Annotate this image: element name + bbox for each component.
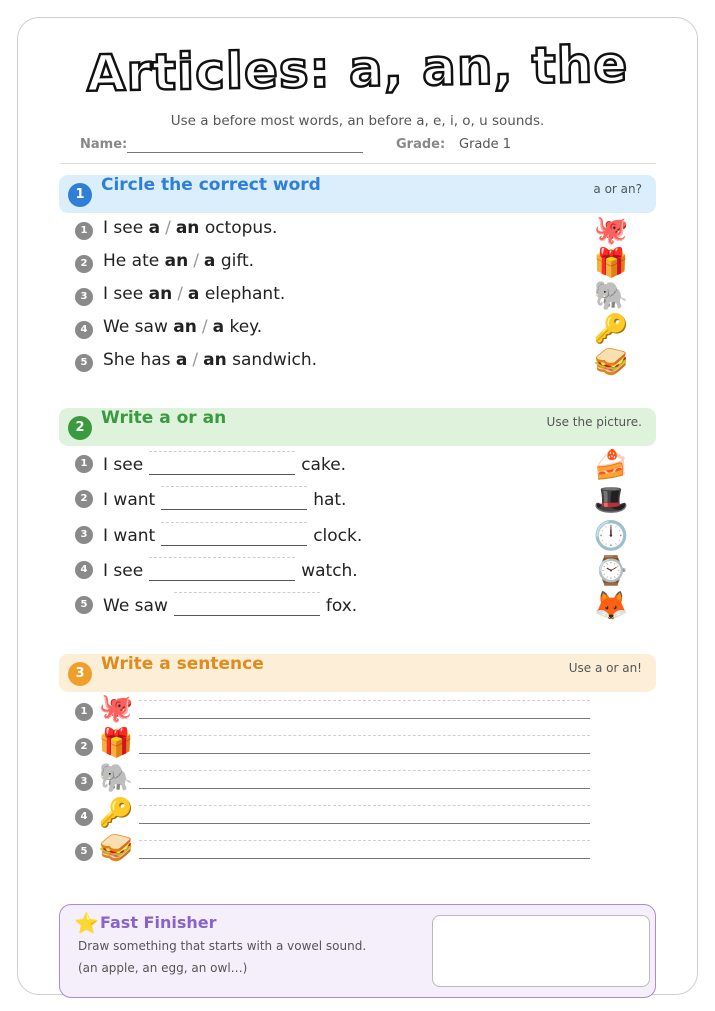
picture-icon: 🎁 (593, 246, 629, 279)
circle-word-row (75, 317, 635, 345)
sentence-start: I see (103, 455, 144, 475)
base-line (139, 858, 590, 859)
item-number: 1 (75, 703, 93, 721)
answer-blank[interactable] (149, 451, 295, 475)
base-line (139, 823, 590, 824)
section-3-hint: Use a or an! (568, 661, 642, 675)
sentence-end: gift. (220, 251, 255, 271)
fast-finisher-title: Fast Finisher (100, 913, 217, 932)
sentence-end: elephant. (204, 284, 286, 304)
section-1-header (59, 175, 656, 213)
sentence-start: I see (103, 284, 144, 304)
section-2-hint: Use the picture. (546, 415, 642, 429)
option-separator: / (201, 317, 208, 337)
circle-word-row (75, 350, 635, 378)
picture-icon: 🥪 (593, 345, 629, 378)
picture-icon: 🐙 (593, 213, 629, 246)
picture-icon: 🕛 (593, 519, 629, 552)
guide-line (139, 840, 590, 858)
option-separator: / (177, 284, 183, 304)
option-separator: / (165, 218, 171, 238)
item-number: 5 (75, 843, 93, 861)
sentence-end: sandwich. (232, 350, 318, 370)
guide-line (139, 735, 590, 753)
fill-blank-row (75, 592, 575, 620)
guide-line (139, 770, 590, 788)
guide-line (139, 700, 590, 718)
sentence-end: key. (229, 317, 263, 337)
section-2-number: 2 (68, 416, 92, 440)
option-separator: / (193, 251, 199, 271)
base-line (139, 718, 590, 719)
name-input-line[interactable] (127, 152, 363, 153)
sentence-start: I want (103, 490, 156, 510)
picture-icon: 🎁 (98, 726, 134, 759)
sentence (103, 522, 362, 546)
sentence-end: cake. (301, 455, 347, 475)
item-number: 2 (75, 738, 93, 756)
drawing-box[interactable] (432, 915, 650, 987)
picture-icon: 🥪 (98, 831, 134, 864)
article-option[interactable]: an (173, 317, 197, 337)
fast-finisher-instruction: Draw something that starts with a vowel sound. (78, 939, 367, 953)
item-number: 3 (75, 288, 93, 306)
sentence (103, 451, 346, 475)
article-option[interactable]: an (203, 350, 227, 370)
sentence-writing-line[interactable] (139, 700, 590, 719)
fast-finisher-examples: (an apple, an egg, an owl…) (78, 961, 248, 975)
sentence-end: hat. (313, 490, 347, 510)
sentence-writing-line[interactable] (139, 735, 590, 754)
item-number: 3 (75, 526, 93, 544)
item-number: 4 (75, 321, 93, 339)
sentence (103, 557, 358, 581)
item-number: 5 (75, 354, 93, 372)
item-number: 2 (75, 490, 93, 508)
header-divider (60, 163, 656, 164)
sentence-start: I see (103, 218, 144, 238)
option-separator: / (192, 350, 199, 370)
worksheet-subtitle: Use a before most words, an before a, e, i, o, u sounds. (170, 113, 545, 129)
item-number: 4 (75, 561, 93, 579)
section-1-number: 1 (68, 183, 92, 207)
item-number: 2 (75, 255, 93, 273)
article-option[interactable]: a (148, 218, 161, 238)
sentence-end: octopus. (204, 218, 278, 238)
article-option[interactable]: an (148, 284, 173, 304)
sentence-end: clock. (313, 526, 363, 546)
answer-blank[interactable] (174, 592, 320, 616)
section-3-title: Write a sentence (101, 654, 264, 674)
answer-blank[interactable] (161, 486, 307, 510)
section-3-header (59, 654, 656, 692)
circle-word-row (75, 218, 635, 246)
section-2-header (59, 408, 656, 446)
fill-blank-row (75, 557, 575, 585)
section-3-number: 3 (68, 662, 92, 686)
fill-blank-row (75, 451, 575, 479)
picture-icon: 🍰 (593, 448, 629, 481)
answer-blank[interactable] (149, 557, 295, 581)
base-line (139, 788, 590, 789)
answer-blank[interactable] (161, 522, 307, 546)
grade-value: Grade 1 (459, 137, 512, 152)
picture-icon: 🐘 (593, 279, 629, 312)
picture-icon: 🐘 (98, 761, 134, 794)
sentence-start: We saw (103, 596, 168, 616)
sentence-end: watch. (301, 561, 358, 581)
article-option[interactable]: a (187, 284, 200, 304)
section-1-title: Circle the correct word (101, 175, 321, 195)
sentence-writing-line[interactable] (139, 840, 590, 859)
item-number: 3 (75, 773, 93, 791)
article-option[interactable]: a (175, 350, 188, 370)
picture-icon: 🔑 (98, 796, 134, 829)
fill-blank-row (75, 486, 575, 514)
sentence (103, 486, 346, 510)
sentence-start: She has (103, 350, 171, 370)
sentence (103, 350, 317, 370)
star-icon: ⭐ (74, 911, 99, 935)
fast-finisher-box (59, 904, 656, 998)
circle-word-row (75, 251, 635, 279)
sentence (103, 317, 262, 337)
base-line (139, 753, 590, 754)
grade-label: Grade: (396, 137, 446, 152)
sentence (103, 251, 254, 271)
section-1-hint: a or an? (593, 182, 642, 196)
item-number: 5 (75, 596, 93, 614)
sentence-start: He ate (103, 251, 160, 271)
guide-line (139, 805, 590, 823)
item-number: 4 (75, 808, 93, 826)
sentence-start: I want (103, 526, 156, 546)
sentence-start: I see (103, 561, 144, 581)
picture-icon: 🐙 (98, 691, 134, 724)
sentence-end: fox. (325, 596, 358, 616)
item-number: 1 (75, 222, 93, 240)
sentence (103, 218, 277, 238)
article-option[interactable]: an (164, 251, 189, 271)
article-option[interactable]: a (203, 251, 216, 271)
picture-icon: 🦊 (593, 589, 629, 622)
article-option[interactable]: a (212, 317, 225, 337)
sentence-writing-line[interactable] (139, 770, 590, 789)
picture-icon: 🔑 (593, 312, 629, 345)
sentence-writing-line[interactable] (139, 805, 590, 824)
sentence-start: We saw (103, 317, 168, 337)
sentence (103, 592, 357, 616)
worksheet-title: Articles: a, an, the (86, 35, 629, 103)
picture-icon: 🎩 (593, 483, 629, 516)
sentence (103, 284, 285, 304)
article-option[interactable]: an (175, 218, 200, 238)
picture-icon: ⌚ (593, 554, 629, 587)
item-number: 1 (75, 455, 93, 473)
fill-blank-row (75, 522, 575, 550)
name-field-label: Name: (80, 137, 128, 152)
section-2-title: Write a or an (101, 408, 227, 428)
circle-word-row (75, 284, 635, 312)
